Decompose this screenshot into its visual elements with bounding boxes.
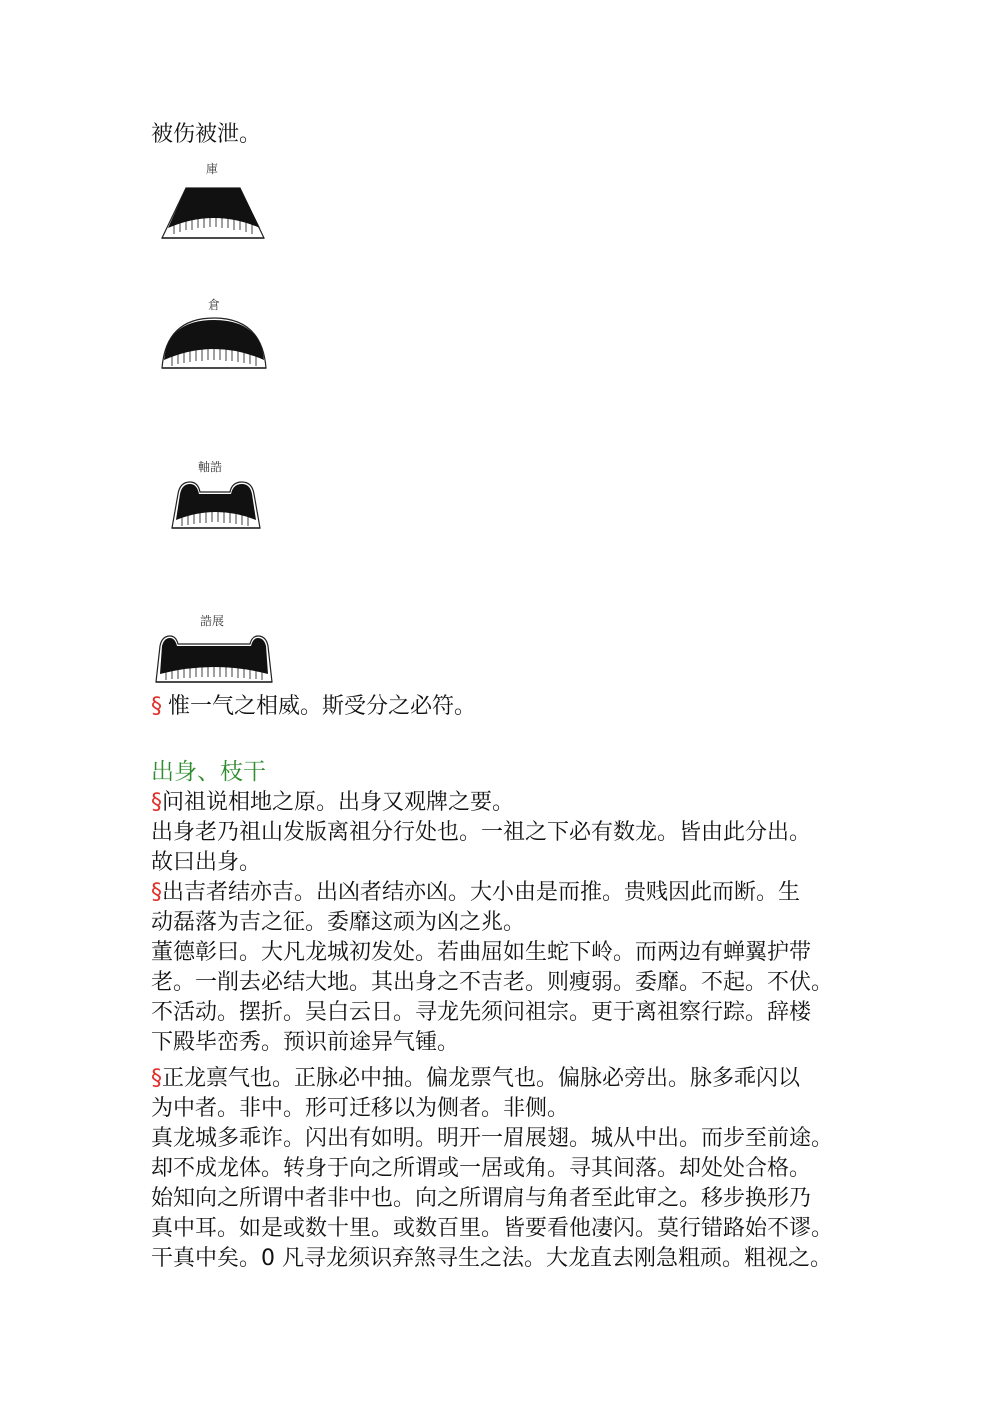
- figure-cang-dome: [158, 316, 270, 372]
- figure-label-ku: 庫: [206, 162, 219, 176]
- figure-ku-trapezoid: [160, 182, 268, 242]
- body-line: 不活动。摆折。吴白云日。寻龙先须问祖宗。更于离祖察行踪。辞楼: [151, 1000, 812, 1025]
- figure-label-gaozhan: 誥展: [200, 614, 225, 628]
- body-line: §问祖说相地之原。出身又观牌之要。: [151, 790, 515, 815]
- figure-label-zhougao: 軸誥: [198, 460, 223, 474]
- section-text: 惟一气之相威。斯受分之必符。: [168, 694, 477, 719]
- body-line: 干真中矣。0 凡寻龙须识弃煞寻生之法。大龙直去刚急粗顽。粗视之。: [151, 1246, 832, 1271]
- body-line: 却不成龙体。转身于向之所谓或一居或角。寻其间落。却处处合格。: [151, 1156, 812, 1181]
- figure-zhougao-twin-peaks: [166, 478, 266, 532]
- section-heading: 出身、枝干: [151, 759, 266, 785]
- body-line: 真龙城多乖诈。闪出有如明。明开一眉展翅。城从中出。而步至前途。: [151, 1126, 834, 1151]
- body-line: 老。一削去必结大地。其出身之不吉老。则瘦弱。委靡。不起。不伏。: [151, 970, 834, 995]
- body-line: 为中者。非中。形可迁移以为侧者。非侧。: [151, 1096, 570, 1121]
- section-mark: §: [151, 1066, 162, 1091]
- body-line: §正龙禀气也。正脉必中抽。偏龙票气也。偏脉必旁出。脉多乖闪以: [151, 1066, 801, 1091]
- figure-label-cang: 倉: [208, 298, 221, 312]
- figure-gaozhan-wide: [152, 632, 276, 686]
- body-line: 始知向之所谓中者非中也。向之所谓肩与角者至此审之。移步换形乃: [151, 1186, 812, 1211]
- body-line: 董德彰曰。大凡龙城初发处。若曲屈如生蛇下岭。而两边有蝉翼护带: [151, 940, 812, 965]
- section-mark: §: [151, 694, 162, 719]
- body-line: 下殿毕峦秀。预识前途异气锺。: [151, 1030, 460, 1055]
- section-mark: §: [151, 790, 162, 815]
- body-line: 出身老乃祖山发版离祖分行处也。一祖之下必有数龙。皆由此分出。: [151, 820, 812, 845]
- intro-text: 被伤被泄。: [151, 122, 262, 147]
- body-line: 故曰出身。: [151, 850, 262, 875]
- body-line: 动磊落为吉之征。委靡这顽为凶之兆。: [151, 910, 526, 935]
- body-line: §出吉者结亦吉。出凶者结亦凶。大小由是而推。贵贱因此而断。生: [151, 880, 801, 905]
- section-mark: §: [151, 880, 162, 905]
- section-line-after-figures: [151, 692, 476, 722]
- body-line: 真中耳。如是或数十里。或数百里。皆要看他凄闪。莫行错路始不谬。: [151, 1216, 834, 1241]
